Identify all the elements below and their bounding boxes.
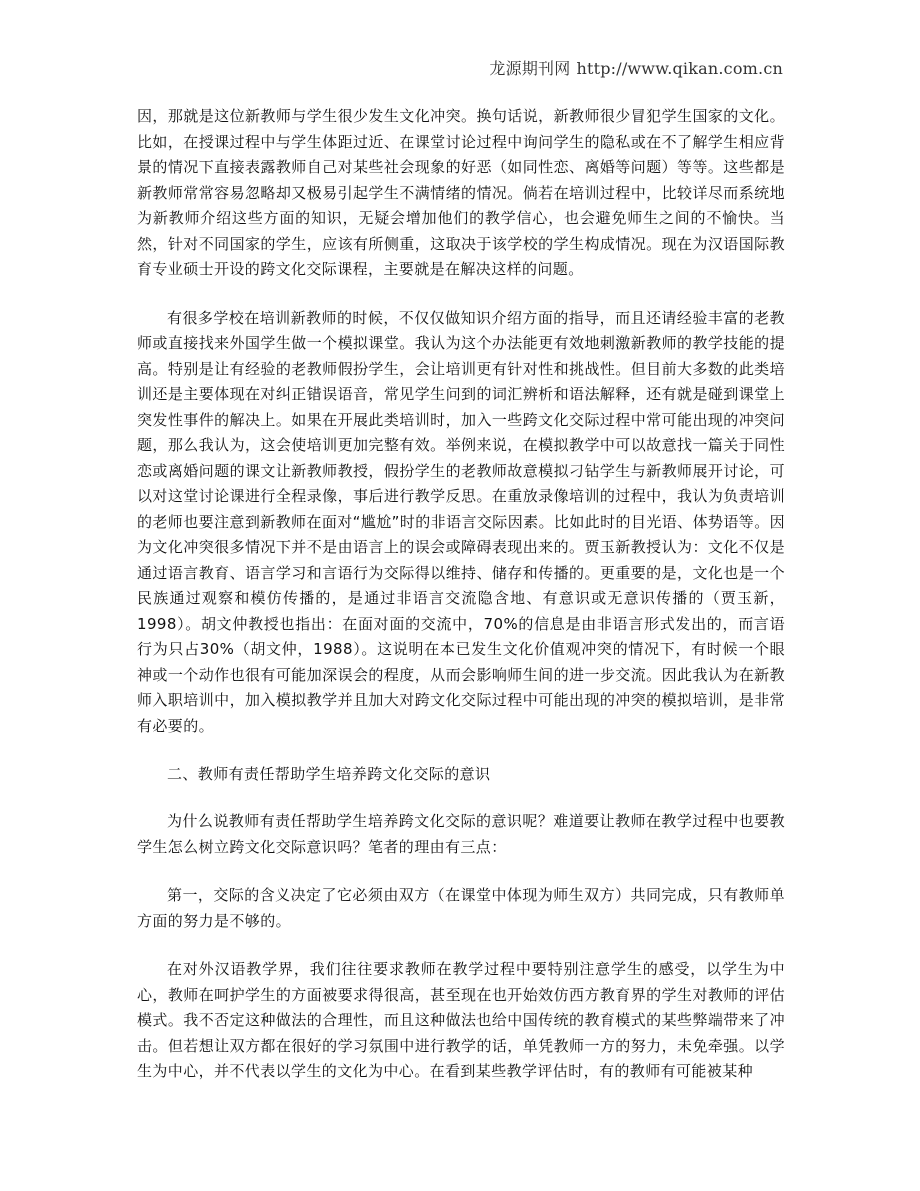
journal-name: 龙源期刊网 — [489, 59, 571, 78]
paragraph-student-centered: 在对外汉语教学界，我们往往要求教师在教学过程中要特别注意学生的感受，以学生为中心，教师在呵护学生的方面被要求得很高，甚至现在也开始效仿西方教育界的学生对教师的评估模式。我不否定这种做法的合理性，而且这种做法也给中国传统的教育模式的某些弊端带来了冲击。但若想让双方都在很好的学习氛围中进行教学的话，单凭教师一方的努力，未免牵强。以学生为中心，并不代表以学生的文化为中心。在看到某些教学评估时，有的教师有可能被某种 — [137, 960, 785, 1080]
paragraph-first-reason: 第一，交际的含义决定了它必须由双方（在课堂中体现为师生双方）共同完成，只有教师单方面的努力是不够的。 — [137, 886, 785, 930]
journal-url[interactable]: http://www.qikan.com.cn — [576, 59, 783, 78]
paragraph-training: 有很多学校在培训新教师的时候，不仅仅做知识介绍方面的指导，而且还请经验丰富的老教师或直接找来外国学生做一个模拟课堂。我认为这个办法能更有效地刺激新教师的教学技能的提高。特别是让有经验的老教师假扮学生，会让培训更有针对性和挑战性。但目前大多数的此类培训还是主要体现在对纠正错误语音，常见学生问到的词汇辨析和语法解释，还有就是碰到课堂上突发性事件的解决上。如果在开展此类培训时，加入一些跨文化交际过程中常可能出现的冲突问题，那么我认为，这会使培训更加完整有效。举例来说，在模拟教学中可以故意找一篇关于同性恋或离婚问题的课文让新教师教授，假扮学生的老教师故意模拟刁钻学生与新教师展开讨论，可以对这堂讨论课进行全程录像，事后进行教学反思。在重放录像培训的过程中，我认为负责培训的老师也要注意到新教师在面对“尴尬”时的非语言交际因素。比如此时的目光语、体势语等。因为文化冲突很多情况下并不是由语言上的误会或障碍表现出来的。贾玉新教授认为：文化不仅是通过语言教育、语言学习和言语行为交际得以维持、储存和传播的。更重要的是，文化也是一个民族通过观察和模仿传播的，是通过非语言交流隐含地、有意识或无意识传播的（贾玉新，1998）。胡文仲教授也指出：在面对面的交流中，70%的信息是由非语言形式发出的，而言语行为只占30%（胡文仲，1988）。这说明在本已发生文化价值观冲突的情况下，有时候一个眼神或一个动作也很有可能加深误会的程度，从而会影响师生间的进一步交流。因此我认为在新教师入职培训中，加入模拟教学并且加大对跨文化交际过程中可能出现的冲突的模拟培训，是非常有必要的。 — [137, 308, 785, 735]
paragraph-question: 为什么说教师有责任帮助学生培养跨文化交际的意识呢？难道要让教师在教学过程中也要教学生怎么树立跨文化交际意识吗？笔者的理由有三点： — [137, 812, 785, 856]
paragraph-continued: 因，那就是这位新教师与学生很少发生文化冲突。换句话说，新教师很少冒犯学生国家的文化。比如，在授课过程中与学生体距过近、在课堂讨论过程中询问学生的隐私或在不了解学生相应背景的情况下直接表露教师自己对某些社会现象的好恶（如同性恋、离婚等问题）等等。这些都是新教师常常容易忽略却又极易引起学生不满情绪的情况。倘若在培训过程中，比较详尽而系统地为新教师介绍这些方面的知识，无疑会增加他们的教学信心，也会避免师生之间的不愉快。当然，针对不同国家的学生，应该有所侧重，这取决于该学校的学生构成情况。现在为汉语国际教育专业硕士开设的跨文化交际课程，主要就是在解决这样的问题。 — [137, 107, 785, 278]
section-heading: 二、教师有责任帮助学生培养跨文化交际的意识 — [167, 765, 491, 783]
article-body — [137, 104, 785, 1108]
page-header — [489, 56, 783, 79]
